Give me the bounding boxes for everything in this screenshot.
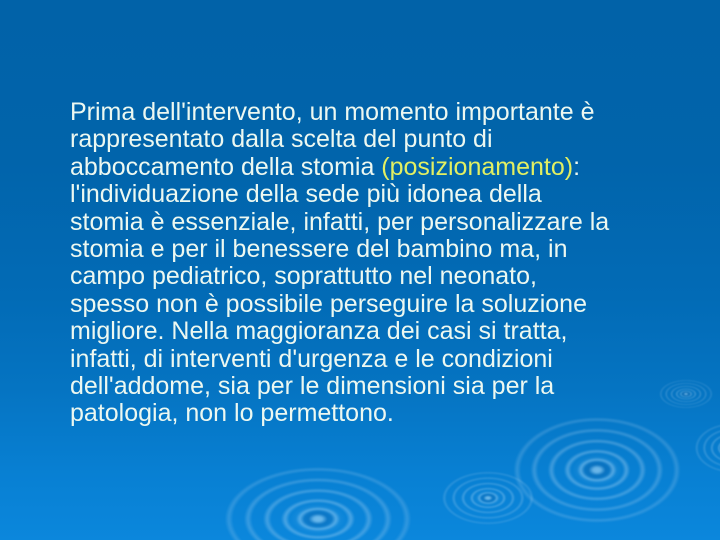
body-text-line: Prima dell'intervento, un momento importante è — [70, 98, 595, 126]
highlighted-term: (posizionamento) — [381, 152, 574, 181]
water-ripple-decoration — [212, 460, 424, 540]
body-text-line: spesso non è possibile perseguire la soluzione — [70, 289, 587, 318]
body-text-line: infatti, di interventi d'urgenza e le condizioni — [70, 344, 553, 373]
body-text-line: stomia e per il benessere del bambino ma, in — [70, 235, 568, 264]
body-text-line: migliore. Nella maggioranza dei casi si tratta, — [70, 317, 568, 346]
water-ripple-decoration — [690, 420, 720, 476]
body-text-line: dell'addome, sia per le dimensioni sia per la — [70, 372, 555, 401]
body-text-line: patologia, non lo permettono. — [70, 399, 394, 428]
body-text-line: rappresentato dalla scelta del punto di — [70, 125, 493, 154]
body-text-segment: : — [573, 152, 581, 181]
body-text-segment: abboccamento della stomia — [70, 152, 382, 181]
body-text-line: campo pediatrico, soprattutto nel neonato, — [70, 262, 537, 291]
body-text-line: stomia è essenziale, infatti, per personalizzare la — [70, 207, 610, 236]
body-text-line: l'individuazione della sede più idonea della — [70, 180, 542, 209]
body-text-line — [70, 154, 685, 181]
water-ripple-decoration — [436, 468, 540, 528]
slide-body-text — [70, 99, 685, 428]
